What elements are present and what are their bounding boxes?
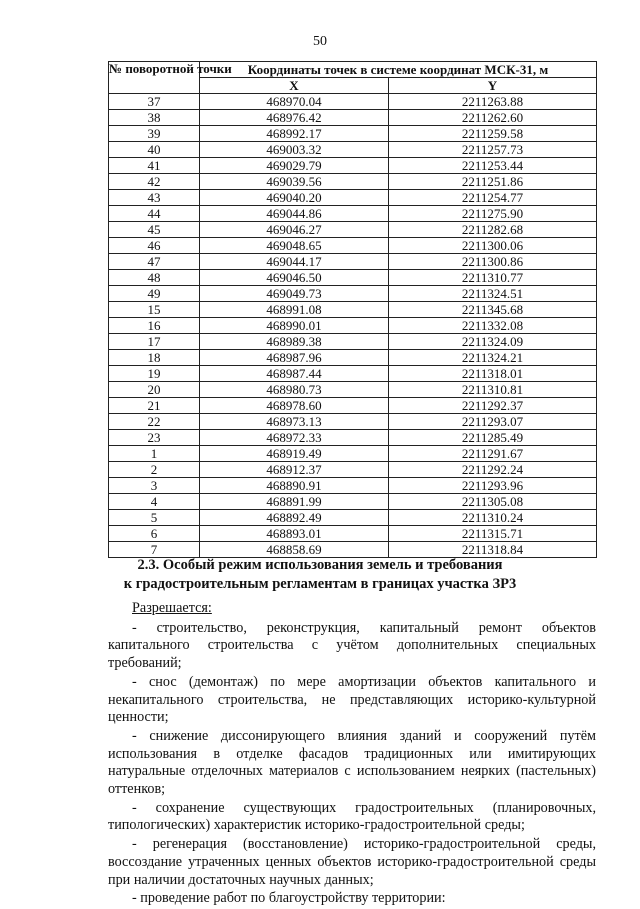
cell-y: 2211300.86 [389,254,597,270]
coordinates-table-body [109,94,597,558]
cell-y: 2211310.77 [389,270,597,286]
cell-y: 2211300.06 [389,238,597,254]
cell-x: 468976.42 [200,110,389,126]
cell-point-number: 40 [109,142,200,158]
cell-x: 468891.99 [200,494,389,510]
cell-y: 2211282.68 [389,222,597,238]
cell-y: 2211310.81 [389,382,597,398]
cell-x: 469040.20 [200,190,389,206]
table-row [109,174,597,190]
cell-y: 2211291.67 [389,446,597,462]
cell-x: 468990.01 [200,318,389,334]
cell-point-number: 7 [109,542,200,558]
table-row [109,254,597,270]
table-row [109,382,597,398]
list-item: - регенерация (восстановление) историко-градостроительной среды, воссоздание утраченных ценных объектов историко-градостроительной среды при наличии достаточных научных данных; [108,836,596,888]
table-row [109,206,597,222]
cell-x: 469029.79 [200,158,389,174]
cell-point-number: 20 [109,382,200,398]
cell-point-number: 1 [109,446,200,462]
cell-point-number: 16 [109,318,200,334]
cell-y: 2211259.58 [389,126,597,142]
cell-y: 2211315.71 [389,526,597,542]
cell-y: 2211263.88 [389,94,597,110]
table-row [109,302,597,318]
table-row [109,494,597,510]
table-row [109,446,597,462]
cell-point-number: 44 [109,206,200,222]
cell-y: 2211332.08 [389,318,597,334]
cell-y: 2211318.84 [389,542,597,558]
table-row [109,286,597,302]
cell-x: 468892.49 [200,510,389,526]
section-title-line-1: 2.3. Особый режим использования земель и требования [137,557,503,573]
cell-point-number: 48 [109,270,200,286]
cell-point-number: 41 [109,158,200,174]
list-item: - сохранение существующих градостроительных (планировочных, типологических) характеристик историко-градостроительной среды; [108,799,596,834]
table-row [109,334,597,350]
cell-x: 468987.96 [200,350,389,366]
cell-point-number: 4 [109,494,200,510]
cell-x: 468858.69 [200,542,389,558]
cell-x: 469049.73 [200,286,389,302]
cell-point-number: 18 [109,350,200,366]
cell-y: 2211292.37 [389,398,597,414]
cell-x: 469044.86 [200,206,389,222]
table-row [109,142,597,158]
table-row [109,158,597,174]
table-row [109,430,597,446]
allowed-list [108,620,596,908]
list-item: - снижение диссонирующего влияния зданий и сооружений путём использования в отделке фасадов традиционных или имитирующих натуральные отделочных материалов с использованием неярких (пастельных) оттенков; [108,727,596,798]
table-row [109,190,597,206]
cell-point-number: 5 [109,510,200,526]
cell-x: 468970.04 [200,94,389,110]
cell-x: 468978.60 [200,398,389,414]
cell-y: 2211293.96 [389,478,597,494]
header-y: Y [389,78,597,94]
cell-x: 469039.56 [200,174,389,190]
cell-y: 2211310.24 [389,510,597,526]
page-number: 50 [313,34,327,49]
table-row [109,414,597,430]
cell-point-number: 49 [109,286,200,302]
cell-x: 469044.17 [200,254,389,270]
table-row [109,510,597,526]
table-row [109,222,597,238]
cell-y: 2211262.60 [389,110,597,126]
cell-x: 469046.50 [200,270,389,286]
table-row [109,398,597,414]
allowed-label: Разрешается: [132,600,212,616]
cell-y: 2211318.01 [389,366,597,382]
cell-point-number: 45 [109,222,200,238]
section-title-line-2: к градостроительным регламентам в границах участка ЗР3 [123,576,517,592]
table-row [109,238,597,254]
cell-point-number: 46 [109,238,200,254]
cell-y: 2211275.90 [389,206,597,222]
cell-point-number: 19 [109,366,200,382]
cell-y: 2211305.08 [389,494,597,510]
cell-point-number: 17 [109,334,200,350]
cell-point-number: 37 [109,94,200,110]
cell-x: 468919.49 [200,446,389,462]
table-row [109,478,597,494]
cell-x: 469046.27 [200,222,389,238]
cell-x: 468991.08 [200,302,389,318]
cell-point-number: 39 [109,126,200,142]
cell-point-number: 38 [109,110,200,126]
cell-y: 2211257.73 [389,142,597,158]
list-item: - проведение работ по благоустройству территории: [132,890,446,907]
cell-y: 2211251.86 [389,174,597,190]
cell-point-number: 3 [109,478,200,494]
cell-x: 468987.44 [200,366,389,382]
table-row [109,110,597,126]
cell-point-number: 42 [109,174,200,190]
cell-y: 2211345.68 [389,302,597,318]
coordinates-table [108,61,597,558]
cell-x: 469003.32 [200,142,389,158]
cell-y: 2211324.09 [389,334,597,350]
cell-y: 2211293.07 [389,414,597,430]
table-row [109,350,597,366]
cell-point-number: 22 [109,414,200,430]
cell-point-number: 43 [109,190,200,206]
cell-x: 468989.38 [200,334,389,350]
cell-point-number: 47 [109,254,200,270]
cell-point-number: 2 [109,462,200,478]
table-row [109,318,597,334]
cell-x: 468890.91 [200,478,389,494]
cell-y: 2211324.51 [389,286,597,302]
header-coordinates: Координаты точек в системе координат МСК-31, м [200,62,597,78]
cell-y: 2211292.24 [389,462,597,478]
cell-point-number: 23 [109,430,200,446]
cell-point-number: 21 [109,398,200,414]
cell-x: 468912.37 [200,462,389,478]
cell-y: 2211324.21 [389,350,597,366]
cell-x: 468893.01 [200,526,389,542]
cell-y: 2211254.77 [389,190,597,206]
cell-point-number: 15 [109,302,200,318]
table-row [109,526,597,542]
list-item: - строительство, реконструкция, капитальный ремонт объектов капитального строительства с учётом дополнительных специальных требований; [108,619,596,672]
table-row [109,462,597,478]
header-x: X [200,78,389,94]
section-title [0,556,640,594]
cell-x: 468992.17 [200,126,389,142]
table-row [109,270,597,286]
cell-y: 2211253.44 [389,158,597,174]
cell-y: 2211285.49 [389,430,597,446]
cell-point-number: 6 [109,526,200,542]
list-item: - снос (демонтаж) по мере амортизации объектов капитального и некапитального строительства, не представляющих историко-культурной ценности; [108,673,596,726]
cell-x: 469048.65 [200,238,389,254]
allowed-activities [108,600,596,909]
cell-x: 468973.13 [200,414,389,430]
table-row [109,94,597,110]
cell-x: 468980.73 [200,382,389,398]
table-row [109,126,597,142]
cell-x: 468972.33 [200,430,389,446]
table-row [109,366,597,382]
header-point-number: № поворотной точки [109,62,200,94]
